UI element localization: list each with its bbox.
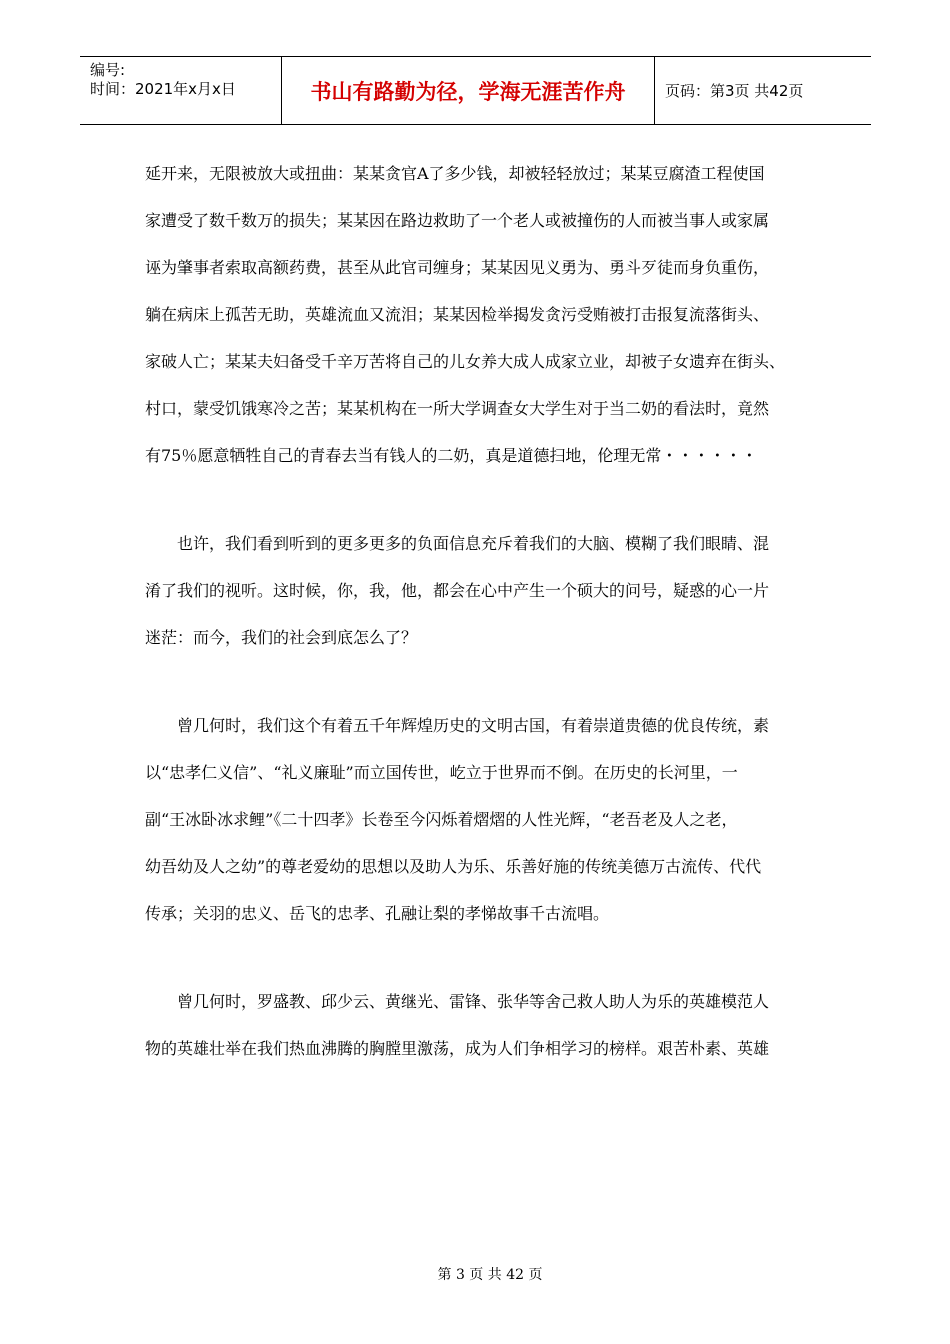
serial-number-label: 编号: bbox=[90, 61, 126, 79]
header-meta bbox=[80, 57, 281, 124]
text-line: 传承；关羽的忠义、岳飞的忠孝、孔融让梨的孝悌故事千古流唱。 bbox=[145, 904, 610, 923]
text-line: 家破人亡；某某夫妇备受千辛万苦将自己的儿女养大成人成家立业，却被子女遗弃在街头、 bbox=[145, 352, 786, 371]
paragraph bbox=[145, 978, 811, 1072]
text-line: 物的英雄壮举在我们热血沸腾的胸膛里激荡，成为人们争相学习的榜样。艰苦朴素、英雄 bbox=[145, 1039, 770, 1058]
header-page-cell bbox=[655, 57, 871, 124]
time-label: 时间：2021年x月x日 bbox=[90, 80, 236, 98]
text-line: 诬为肇事者索取高额药费，甚至从此官司缠身；某某因见义勇为、勇斗歹徒而身负重伤， bbox=[145, 258, 770, 277]
text-line: 幼吾幼及人之幼”的尊老爱幼的思想以及助人为乐、乐善好施的传统美德万古流传、代代 bbox=[145, 857, 762, 876]
text-line: 曾几何时，罗盛教、邱少云、黄继光、雷锋、张华等舍己救人助人为乐的英雄模范人 bbox=[145, 992, 770, 1011]
text-line: 有75％愿意牺牲自己的青春去当有钱人的二奶，真是道德扫地，伦理无常・・・・・・ bbox=[145, 446, 758, 465]
text-line: 家遭受了数千数万的损失；某某因在路边救助了一个老人或被撞伤的人而被当事人或家属 bbox=[145, 211, 770, 230]
text-line: 曾几何时，我们这个有着五千年辉煌历史的文明古国，有着崇道贵德的优良传统，素 bbox=[145, 716, 770, 735]
text-line: 迷茫：而今，我们的社会到底怎么了？ bbox=[145, 628, 418, 647]
text-line: 以“忠孝仁义信”、“礼义廉耻”而立国传世，屹立于世界而不倒。在历史的长河里，一 bbox=[145, 763, 738, 782]
text-line: 副“王冰卧冰求鲤”《二十四孝》长卷至今闪烁着熠熠的人性光辉，“老吾老及人之老， bbox=[145, 810, 738, 829]
text-line: 淆了我们的视听。这时候，你，我，他，都会在心中产生一个硕大的问号，疑惑的心一片 bbox=[145, 581, 770, 600]
paragraph bbox=[145, 702, 811, 937]
text-line: 也许，我们看到听到的更多更多的负面信息充斥着我们的大脑、模糊了我们眼睛、混 bbox=[145, 534, 770, 553]
text-line: 延开来，无限被放大或扭曲：某某贪官A了多少钱，却被轻轻放过；某某豆腐渣工程使国 bbox=[145, 164, 765, 183]
paragraph bbox=[145, 520, 811, 661]
document-body bbox=[145, 150, 811, 1072]
footer-page-number: 第 3 页 共 42 页 bbox=[437, 1267, 543, 1283]
header-motto: 书山有路勤为径，学海无涯苦作舟 bbox=[310, 79, 626, 104]
header-page-number: 页码：第3页 共42页 bbox=[665, 82, 804, 100]
page-footer bbox=[0, 1264, 950, 1284]
header-motto-cell bbox=[281, 57, 655, 124]
paragraph bbox=[145, 150, 811, 479]
text-line: 村口，蒙受饥饿寒冷之苦；某某机构在一所大学调查女大学生对于当二奶的看法时，竟然 bbox=[145, 399, 770, 418]
page-header bbox=[80, 56, 871, 125]
text-line: 躺在病床上孤苦无助，英雄流血又流泪；某某因检举揭发贪污受贿被打击报复流落街头、 bbox=[145, 305, 770, 324]
